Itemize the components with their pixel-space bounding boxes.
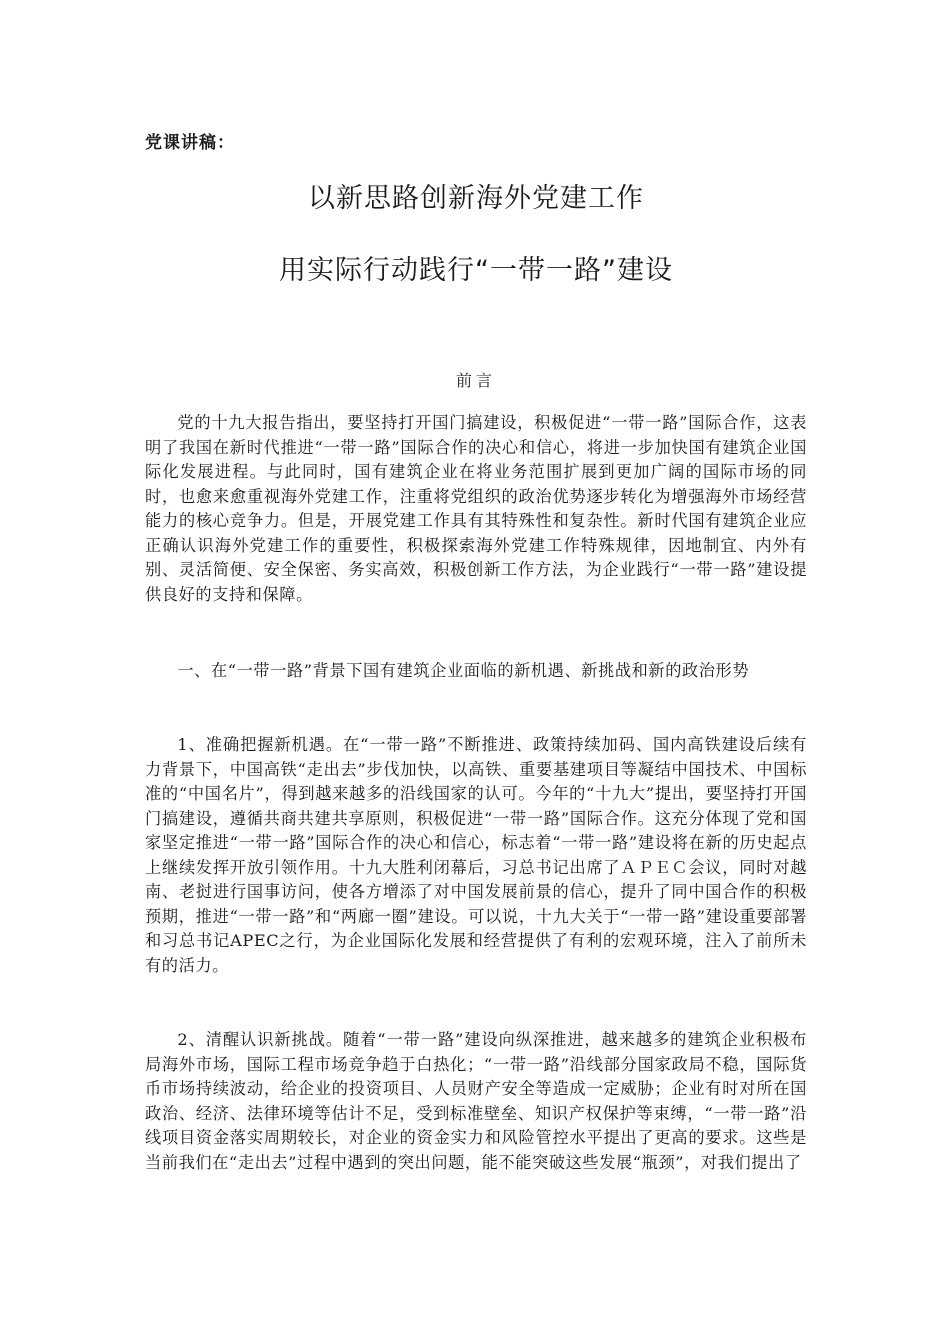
preface-heading: 前言 xyxy=(455,371,496,390)
document-label: 党课讲稿： xyxy=(145,133,235,153)
paragraph-preface: 党的十九大报告指出，要坚持打开国门搞建设，积极促进“一带一路”国际合作，这表明了我国在新时代推进“一带一路”国际合作的决心和信心，将进一步加快国有建筑企业国际化发展进程。与此同时，国有建筑企业在将业务范围扩展到更加广阔的国际市场的同时，也愈来愈重视海外党建工作，注重将党组织的政治优势逐步转化为增强海外市场经营能力的核心竞争力。但是，开展党建工作具有其特殊性和复杂性。新时代国有建筑企业应正确认识海外党建工作的重要性，积极探索海外党建工作特殊规律，因地制宜、内外有别、灵活简便、安全保密、务实高效，积极创新工作方法，为企业践行“一带一路”建设提供良好的支持和保障。 xyxy=(145,413,807,604)
document-title-line-2: 用实际行动践行“一带一路”建设 xyxy=(279,255,673,286)
document-page xyxy=(145,0,807,1344)
paragraph-new-opportunities: 1、准确把握新机遇。在“一带一路”不断推进、政策持续加码、国内高铁建设后续有力背景下，中国高铁“走出去”步伐加快，以高铁、重要基建项目等凝结中国技术、中国标准的“中国名片”，得到越来越多的沿线国家的认可。今年的“十九大”提出，要坚持打开国门搞建设，遵循共商共建共享原则，积极促进“一带一路”国际合作。这充分体现了党和国家坚定推进“一带一路”国际合作的决心和信心，标志着“一带一路”建设将在新的历史起点上继续发挥开放引领作用。十九大胜利闭幕后，习总书记出席了ＡＰＥＣ会议，同时对越南、老挝进行国事访问，使各方增添了对中国发展前景的信心，提升了同中国合作的积极预期，推进“一带一路”和“两廊一圈”建设。可以说，十九大关于“一带一路”建设重要部署和习总书记APEC之行，为企业国际化发展和经营提供了有利的宏观环境，注入了前所未有的活力。 xyxy=(145,735,807,975)
paragraph-new-challenges: 2、清醒认识新挑战。随着“一带一路”建设向纵深推进，越来越多的建筑企业积极布局海外市场，国际工程市场竞争趋于白热化；“一带一路”沿线部分国家政局不稳，国际货币市场持续波动，给企业的投资项目、人员财产安全等造成一定威胁；企业有时对所在国政治、经济、法律环境等估计不足，受到标准壁垒、知识产权保护等束缚，“一带一路”沿线项目资金落实周期较长，对企业的资金实力和风险管控水平提出了更高的要求。这些是当前我们在“走出去”过程中遇到的突出问题，能不能突破这些发展“瓶颈”，对我们提出了 xyxy=(145,1030,807,1172)
section-heading-1: 一、在“一带一路”背景下国有建筑企业面临的新机遇、新挑战和新的政治形势 xyxy=(177,661,750,680)
document-title-line-1: 以新思路创新海外党建工作 xyxy=(308,183,644,214)
